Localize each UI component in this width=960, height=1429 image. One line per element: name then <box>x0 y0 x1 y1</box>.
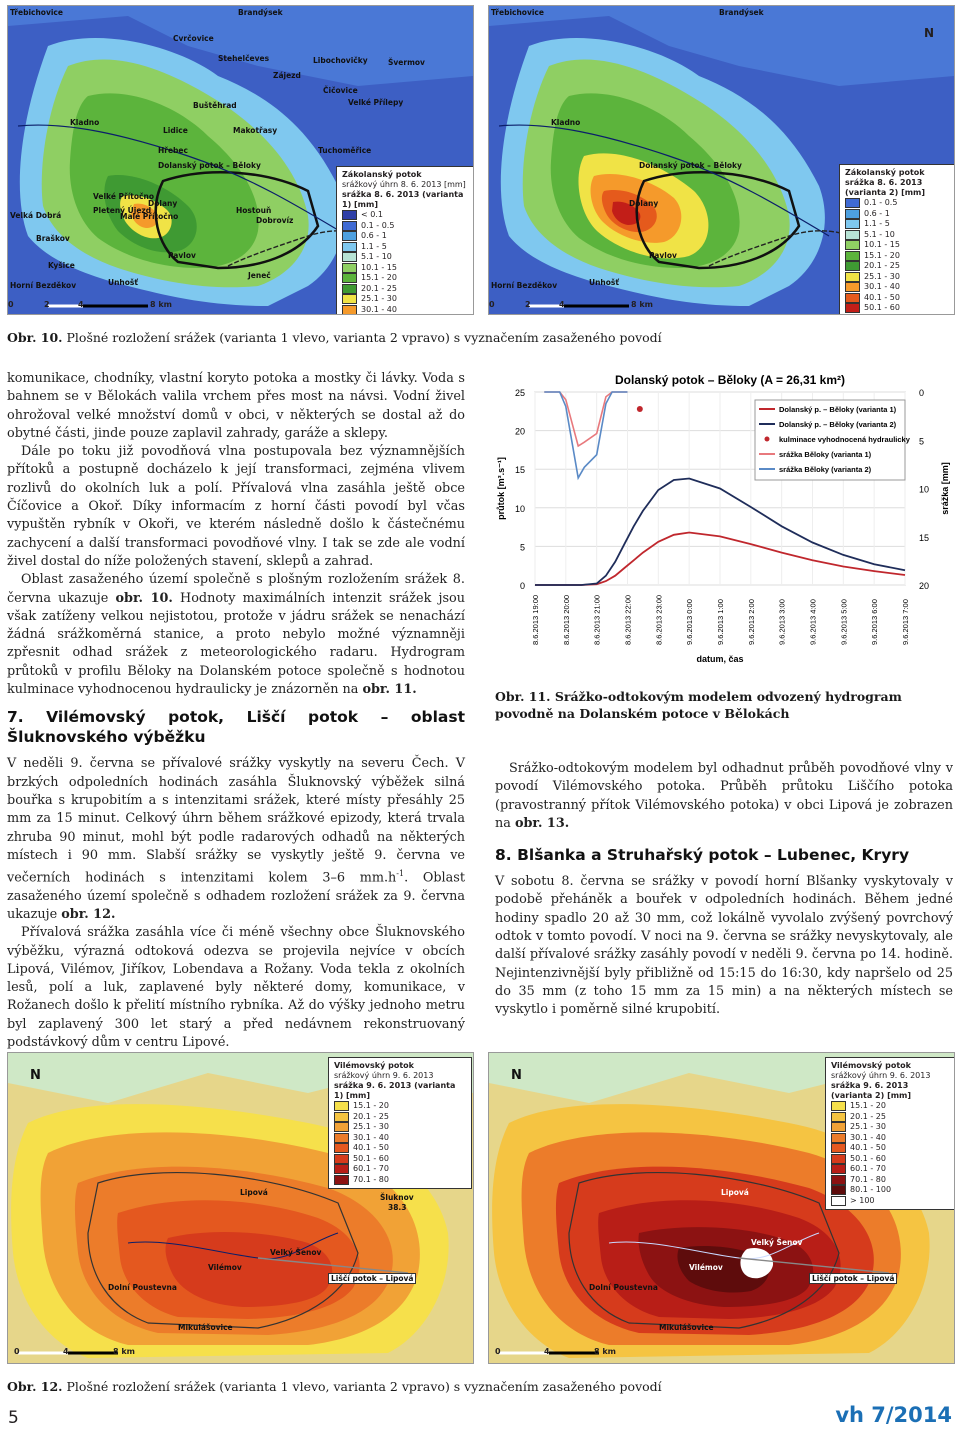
x-tick-label: 9.6.2013 3:00 <box>777 599 787 645</box>
legend-variant: srážka 9. 6. 2013 (varianta 1) [mm] <box>334 1081 456 1100</box>
scale-label: 0 <box>495 1347 501 1356</box>
place-label: Tuchoměřice <box>318 146 372 155</box>
legend-marker <box>765 437 770 442</box>
place-label: Liščí potok – Lipová <box>809 1273 897 1284</box>
place-label: Mikulášovice <box>178 1323 233 1332</box>
legend-swatch <box>845 282 860 292</box>
legend-label: 0.6 - 1 <box>361 231 387 241</box>
legend-label: 60.1 - 70 <box>850 1164 886 1174</box>
legend-swatch <box>845 293 860 303</box>
map-legend-left <box>336 166 474 315</box>
legend-subtitle: srážkový úhrn 9. 6. 2013 <box>334 1071 434 1080</box>
caption-label: Obr. 12. <box>7 1379 63 1394</box>
place-label: Třebichovice <box>491 8 544 17</box>
legend-label: 40.1 - 50 <box>353 1143 389 1153</box>
place-label: Lipová <box>721 1188 749 1197</box>
chart-title: Dolanský potok – Běloky (A = 26,31 km²) <box>615 373 845 387</box>
place-label: Velká Dobrá <box>10 211 62 220</box>
paragraph: V neděli 9. června se přívalové srážky vyskytly na severu Čech. V brzkých odpoledních hodinách zasáhla Šluknovský výběžek silná bouřka s krupobitím a s intenzitami srážek, které místy přesáhly 25 mm za 15 minut. Celkový úhrn během srážkové epizody, která trvala zhruba 90 minut, mohl být podle radarových odhadů na některých místech i 90 mm. Slabší srážky se vyskytly ještě 9. června ve večerních hodinách s intenzitami kolem 3–6 $mm.h^{-1}$. Oblast zasaženého území společně s odhadem rozložení srážek za 9. června ukazuje obr. 12. <box>7 756 465 922</box>
y-tick-label: 0 <box>519 581 525 591</box>
paragraph: V sobotu 8. června se srážky v povodí horní Blšanky vyskytovaly v podobě přeháněk a bouřek v odpoledních hodinách. Během jedné hodiny spadlo 20 až 30 mm, což lokálně vyvolalo zvýšený povrchový odtok v tomto povodí. V noci na 9. června se srážky nevyskytovaly, ale další přívalové srážky zasáhly povodí v neděli 9. června po 14. hodině. Nejintenzivnější byly přibližně od 15:15 do 16:30, kdy napršelo od 25 do 35 mm (z toho 15 mm za 15 min) a na některých místech se vyskytlo i poměrně silné krupobití. <box>495 874 953 1018</box>
place-label: Pavlov <box>649 251 677 260</box>
y-tick-label: 20 <box>514 426 525 437</box>
legend-variant: srážka 8. 6. 2013 (varianta 2) [mm] <box>845 178 926 197</box>
scale-label: 0 <box>8 300 14 309</box>
legend-subtitle: srážkový úhrn 8. 6. 2013 [mm] <box>342 180 466 189</box>
legend-row <box>334 1133 466 1144</box>
legend-subtitle: srážkový úhrn 9. 6. 2013 <box>831 1071 931 1080</box>
scale-label: 0 <box>489 300 495 309</box>
x-tick-label: 9.6.2013 5:00 <box>839 599 849 645</box>
paragraph: Dále po toku již povodňová vlna postupovala bez významnějších přítoků a postupně docházelo k její transformaci, zejména vlivem rozlivů do okolních luk a polí. Přívalová vlna zasáhla ještě obce Číčovice a Okoř. Díky informacím z horní části povodí byl včas vypuštěn rybník v Okoři, ve kterém následně došlo k částečnému zachycení a další transformaci povodňové vlny. I tak se zde ale vodní živel dostal do níže položených stavení, sklepů a zahrad. <box>7 444 465 569</box>
legend-swatch <box>845 240 860 250</box>
figure-10-map-right <box>488 5 955 315</box>
place-label: Dolní Poustevna <box>108 1283 177 1292</box>
legend-swatch <box>342 263 357 273</box>
legend-label: 15.1 - 20 <box>353 1101 389 1111</box>
legend-label: 20.1 - 25 <box>353 1111 389 1121</box>
y-tick-label: 25 <box>514 388 525 398</box>
legend-swatch <box>342 210 357 220</box>
map-legend-12-right <box>825 1057 955 1210</box>
y-axis-label: průtok [m³.s⁻¹] <box>496 457 506 520</box>
legend-swatch <box>342 284 357 294</box>
legend-label: 40.1 - 50 <box>850 1143 886 1153</box>
place-label: Hostouň <box>236 206 272 215</box>
legend-swatch <box>831 1143 846 1153</box>
legend-row <box>845 198 953 209</box>
legend-label: 25.1 - 30 <box>361 294 397 304</box>
place-label: Unhošť <box>108 278 138 287</box>
place-label: Horní Bezděkov <box>10 281 77 290</box>
place-label: Kyšice <box>48 261 75 270</box>
legend-swatch <box>342 242 357 252</box>
legend-swatch <box>342 221 357 231</box>
legend-row <box>845 282 953 293</box>
scale-label: 2 <box>525 300 531 309</box>
legend-swatch <box>831 1154 846 1164</box>
legend-row <box>334 1122 466 1133</box>
legend-row <box>342 294 470 305</box>
legend-label: 0.1 - 0.5 <box>361 220 395 230</box>
place-label: Velké Přítočno <box>93 192 154 201</box>
x-tick-label: 9.6.2013 4:00 <box>808 599 818 645</box>
place-label: Velký Šenov <box>751 1238 803 1247</box>
legend-label: > 100 <box>850 1195 875 1205</box>
place-label: Buštěhrad <box>193 101 237 110</box>
legend-label: 40.1 - 50 <box>864 292 900 302</box>
legend-row <box>845 293 953 304</box>
place-label: Velké Přílepy <box>348 98 404 107</box>
legend-swatch <box>831 1133 846 1143</box>
figure-12-caption <box>7 1378 952 1395</box>
legend-label: 30.1 - 40 <box>353 1132 389 1142</box>
legend-row <box>342 273 470 284</box>
left-text-column <box>7 370 465 1052</box>
legend-row <box>831 1143 949 1154</box>
paragraph: Oblast zasaženého území společně s plošným rozložením srážek 8. června ukazuje obr. 10. Hodnoty maximálních intenzit srážek jsou však zatíženy velkou nejistotou, protože v jádru srážek se nenachází žádná srážkoměrná stanice, a proto nebylo možné významněji zpřesnit odhad srážek z meteorologického radaru. Hydrogram průtoků v profilu Běloky na Dolanském potoce společně s hodnotou kulminace vyhodnocenou hydraulicky je znázorněn na obr. 11. <box>7 572 465 698</box>
page-number: 5 <box>8 1408 19 1428</box>
legend-variant: srážka 8. 6. 2013 (varianta 1) [mm] <box>342 190 464 209</box>
legend-classes <box>845 198 953 314</box>
place-label: Hřebec <box>158 146 188 155</box>
section-heading-8: 8. Blšanka a Struhařský potok – Lubenec, Kryry <box>495 846 910 865</box>
legend-title: Zákolanský potok <box>845 168 925 177</box>
x-tick-label: 8.6.2013 22:00 <box>623 594 633 645</box>
y2-tick-label: 15 <box>919 532 930 543</box>
legend-variant: srážka 9. 6. 2013 (varianta 2) [mm] <box>831 1081 912 1100</box>
x-tick-label: 8.6.2013 21:00 <box>592 594 602 645</box>
place-label: Stehelčeves <box>218 54 270 63</box>
legend-row <box>342 284 470 295</box>
legend-label: 1.1 - 5 <box>864 219 890 229</box>
y-tick-label: 15 <box>514 465 525 476</box>
legend-swatch <box>845 209 860 219</box>
legend-label: 30.1 - 40 <box>864 282 900 292</box>
legend-title: Vilémovský potok <box>334 1061 414 1070</box>
legend-swatch <box>334 1101 349 1111</box>
x-tick-label: 9.6.2013 2:00 <box>746 599 756 645</box>
legend-row <box>334 1175 466 1186</box>
hydrograph-chart <box>490 370 955 670</box>
legend-label: kulminace vyhodnocená hydraulicky <box>779 435 910 444</box>
legend-row <box>845 240 953 251</box>
scale-label: 0 <box>14 1347 20 1356</box>
data-point <box>637 406 643 412</box>
place-label: Libochovičky <box>313 56 368 65</box>
legend-classes <box>831 1101 949 1206</box>
legend-label: 0.6 - 1 <box>864 208 890 218</box>
legend-label: 20.1 - 25 <box>864 261 900 271</box>
place-label: Makotřasy <box>233 126 278 135</box>
figure-ref: obr. 12. <box>61 906 116 922</box>
paragraph: komunikace, chodníky, vlastní koryto potoka a mostky či lávky. Voda s bahnem se v Bělokách valila vrchem přes most na návsi. Vodní živel ohrožoval velké množství domů v obci, v některých se dostal až do obytné části, jinde pouze zaplavil zahrady, garáže a sklepy. <box>7 371 465 441</box>
caption-text: Plošné rozložení srážek (varianta 1 vlevo, varianta 2 vpravo) s vyznačením zasaženého povodí <box>62 1379 662 1394</box>
place-label: Dolany <box>148 199 178 208</box>
place-label: Braškov <box>36 234 70 243</box>
legend-row <box>334 1154 466 1165</box>
legend-row <box>334 1101 466 1112</box>
legend-label: 25.1 - 30 <box>850 1122 886 1132</box>
journal-issue: vh 7/2014 <box>835 1403 952 1427</box>
legend-row <box>342 263 470 274</box>
legend-swatch <box>342 252 357 262</box>
scale-label: 8 km <box>594 1347 617 1356</box>
legend-row <box>334 1164 466 1175</box>
figure-10-caption <box>7 329 952 346</box>
legend-swatch <box>845 261 860 271</box>
legend-label: 5.1 - 10 <box>864 229 895 239</box>
legend-row <box>334 1143 466 1154</box>
place-label: Malé Přítočno <box>120 212 179 221</box>
scale-label: 4 <box>78 300 84 309</box>
scale-label: 4 <box>559 300 565 309</box>
legend-row <box>342 305 470 316</box>
legend-swatch <box>334 1133 349 1143</box>
legend-row <box>845 261 953 272</box>
scale-label: 8 km <box>150 300 173 309</box>
place-label: Dolany <box>629 199 659 208</box>
legend-swatch <box>342 294 357 304</box>
legend-row <box>845 219 953 230</box>
paragraph: Srážko-odtokovým modelem byl odhadnut průběh povodňové vlny v povodí Vilémovského potoka. Průběh průtoku Liščího potoka (pravostranný přítok Vilémovského potoka) v obci Lipová je zobrazen na obr. 13. <box>495 761 953 831</box>
legend-row <box>845 251 953 262</box>
figure-ref: obr. 11. <box>362 682 417 698</box>
legend-swatch <box>334 1175 349 1185</box>
scale-label: 8 km <box>631 300 654 309</box>
legend-swatch <box>831 1196 846 1206</box>
y2-tick-label: 5 <box>919 436 925 447</box>
legend-swatch <box>831 1185 846 1195</box>
place-label: Lipová <box>240 1188 268 1197</box>
legend-label: 60.1 - 70 <box>353 1164 389 1174</box>
north-arrow-icon: N <box>511 1068 522 1083</box>
map-legend-12-left <box>328 1057 472 1189</box>
legend-swatch <box>342 273 357 283</box>
legend-swatch <box>334 1122 349 1132</box>
legend-label: 70.1 - 80 <box>353 1174 389 1184</box>
place-label: Vilémov <box>208 1263 242 1272</box>
legend-label: Dolanský p. – Běloky (varianta 1) <box>779 405 897 414</box>
legend-label: srážka Běloky (varianta 2) <box>779 465 872 474</box>
legend-swatch <box>334 1143 349 1153</box>
x-tick-label: 8.6.2013 19:00 <box>531 594 540 645</box>
place-label: Dolní Poustevna <box>589 1283 658 1292</box>
y2-tick-label: 20 <box>919 581 930 591</box>
caption-label: Obr. 11. <box>495 689 551 704</box>
legend-swatch <box>845 198 860 208</box>
legend-label: 25.1 - 30 <box>353 1122 389 1132</box>
legend-swatch <box>831 1112 846 1122</box>
legend-label: 25.1 - 30 <box>864 271 900 281</box>
place-label: Kladno <box>551 118 581 127</box>
legend-row <box>831 1196 949 1207</box>
legend-swatch <box>845 251 860 261</box>
legend-title: Zákolanský potok <box>342 170 422 179</box>
section-heading-7: 7. Vilémovský potok, Liščí potok – oblast Šluknovského výběžku <box>7 708 465 747</box>
place-label: Pavlov <box>168 251 196 260</box>
legend-label: < 0.1 <box>361 210 383 220</box>
legend-swatch <box>831 1164 846 1174</box>
legend-swatch <box>342 305 357 315</box>
legend-label: 10.1 - 15 <box>864 240 900 250</box>
legend-row <box>831 1185 949 1196</box>
figure-11-caption <box>495 688 953 722</box>
place-label: Třebichovice <box>10 8 63 17</box>
place-label: Velký Šenov <box>270 1248 322 1257</box>
legend-label: 20.1 - 25 <box>850 1111 886 1121</box>
x-tick-label: 8.6.2013 23:00 <box>654 594 664 645</box>
legend-label: 80.1 - 100 <box>850 1185 892 1195</box>
legend-classes <box>334 1101 466 1185</box>
north-arrow-icon: N <box>30 1068 41 1083</box>
place-label: Dolanský potok – Běloky <box>639 161 742 170</box>
legend-label: 20.1 - 25 <box>361 283 397 293</box>
x-tick-label: 9.6.2013 0:00 <box>685 599 695 645</box>
y2-axis-label: srážka [mm] <box>940 462 950 515</box>
y2-tick-label: 0 <box>919 388 925 398</box>
legend-row <box>845 230 953 241</box>
legend-label: 15.1 - 20 <box>864 250 900 260</box>
place-label: 38.3 <box>388 1203 407 1212</box>
figure-10-map-left <box>7 5 474 315</box>
legend-swatch <box>334 1164 349 1174</box>
legend-label: srážka Běloky (varianta 1) <box>779 450 872 459</box>
legend-label: 30.1 - 40 <box>361 304 397 314</box>
legend-swatch <box>342 231 357 241</box>
place-label: Kladno <box>70 118 100 127</box>
paragraph: Přívalová srážka zasáhla více či méně všechny obce Šluknovského výběžku, výrazná odtoková odezva se projevila nejvíce v obcích Lipová, Vilémov, Jiříkov, Lobendava a Rožany. Voda tekla z okolních lesů, polí a luk, zaplavené byly některé domy, komunikace, v Rožanech došlo k přelití místního rybníka. Až do výšky jednoho metru byl zaplavený 300 let starý a před nedávnem rekonstruovaný podstávkový dům v centru Lipové. <box>7 925 465 1051</box>
legend-label: 5.1 - 10 <box>361 252 392 262</box>
legend-row <box>342 242 470 253</box>
caption-text: Plošné rozložení srážek (varianta 1 vlevo, varianta 2 vpravo) s vyznačením zasaženého povodí <box>62 330 662 345</box>
legend-label: 70.1 - 80 <box>850 1174 886 1184</box>
scale-label: 8 km <box>113 1347 136 1356</box>
legend-swatch <box>845 303 860 313</box>
legend-title: Vilémovský potok <box>831 1061 911 1070</box>
legend-row <box>342 231 470 242</box>
place-label: Pletený Újezd <box>93 206 152 215</box>
caption-label: Obr. 10. <box>7 330 63 345</box>
legend-row <box>342 210 470 221</box>
legend-row <box>831 1133 949 1144</box>
place-label: Švermov <box>388 58 425 67</box>
legend-row <box>831 1154 949 1165</box>
legend-swatch <box>831 1175 846 1185</box>
legend-swatch <box>845 219 860 229</box>
place-label: Lidice <box>163 126 188 135</box>
legend-label: 0.1 - 0.5 <box>864 198 898 208</box>
legend-label: Dolanský p. – Běloky (varianta 2) <box>779 420 897 429</box>
place-label: Čičovice <box>323 86 358 95</box>
place-label: Brandýsek <box>238 8 283 17</box>
legend-row <box>342 252 470 263</box>
place-label: Šluknov <box>380 1193 414 1202</box>
legend-label: 50.1 - 60 <box>864 303 900 313</box>
place-label: Cvrčovice <box>173 34 214 43</box>
place-label: Dobrovíz <box>256 216 294 225</box>
map-legend-right <box>839 164 955 315</box>
place-label: Horní Bezděkov <box>491 281 558 290</box>
figure-12-map-left <box>7 1052 474 1364</box>
place-label: Mikulášovice <box>659 1323 714 1332</box>
place-label: Unhošť <box>589 278 619 287</box>
right-text-column <box>495 760 953 1020</box>
legend-swatch <box>334 1154 349 1164</box>
figure-ref: obr. 10. <box>115 590 173 606</box>
legend-swatch <box>334 1112 349 1122</box>
x-tick-label: 8.6.2013 20:00 <box>561 594 571 645</box>
place-label: Zájezd <box>273 71 301 80</box>
legend-row <box>334 1112 466 1123</box>
legend-label: 50.1 - 60 <box>353 1153 389 1163</box>
legend-classes <box>342 210 470 315</box>
legend-row <box>845 272 953 283</box>
place-label: Vilémov <box>689 1263 723 1272</box>
figure-12-map-right <box>488 1052 955 1364</box>
figure-ref: obr. 13. <box>514 815 570 831</box>
legend-label: 15.1 - 20 <box>850 1101 886 1111</box>
legend-swatch <box>845 230 860 240</box>
place-label: Jeneč <box>248 271 271 280</box>
legend-label: 1.1 - 5 <box>361 241 387 251</box>
legend-label: 30.1 - 40 <box>850 1132 886 1142</box>
place-label: Dolanský potok – Běloky <box>158 161 261 170</box>
scale-label: 2 <box>44 300 50 309</box>
legend-label: 50.1 - 60 <box>850 1153 886 1163</box>
legend-row <box>831 1112 949 1123</box>
x-tick-label: 9.6.2013 6:00 <box>870 599 880 645</box>
legend-row <box>845 303 953 314</box>
legend-row <box>845 209 953 220</box>
hydrograph-svg <box>490 370 955 670</box>
legend-swatch <box>831 1101 846 1111</box>
legend-label: 10.1 - 15 <box>361 262 397 272</box>
x-tick-label: 9.6.2013 7:00 <box>901 599 910 645</box>
legend-row <box>831 1164 949 1175</box>
y2-tick-label: 10 <box>919 484 930 495</box>
legend-swatch <box>845 272 860 282</box>
legend-row <box>831 1101 949 1112</box>
y-tick-label: 10 <box>514 503 525 514</box>
place-label: Liščí potok – Lipová <box>328 1273 416 1284</box>
x-axis-label: datum, čas <box>696 654 744 664</box>
y-tick-label: 5 <box>519 542 525 553</box>
caption-text: Srážko-odtokovým modelem odvozený hydrogram povodně na Dolanském potoce v Bělokách <box>495 689 902 721</box>
legend-swatch <box>831 1122 846 1132</box>
legend-row <box>342 221 470 232</box>
x-tick-label: 9.6.2013 1:00 <box>716 599 725 645</box>
north-arrow-icon: N <box>924 26 935 40</box>
scale-label: 4 <box>63 1347 69 1356</box>
legend-label: 15.1 - 20 <box>361 273 397 283</box>
scale-label: 4 <box>544 1347 550 1356</box>
legend-row <box>831 1175 949 1186</box>
legend-row <box>831 1122 949 1133</box>
place-label: Brandýsek <box>719 8 764 17</box>
